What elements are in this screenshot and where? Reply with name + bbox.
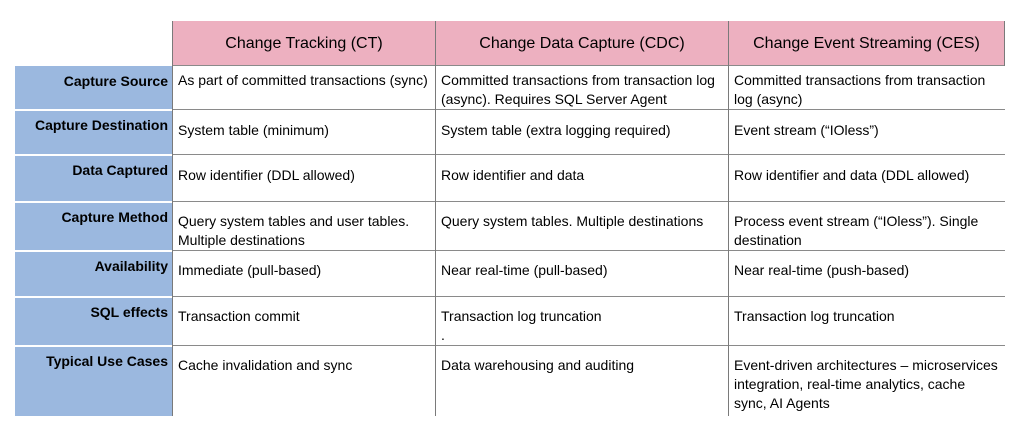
cell-data-captured-cdc: Row identifier and data xyxy=(441,167,585,183)
header-ces-label: Change Event Streaming (CES) xyxy=(753,34,980,52)
row-label-availability: Availability xyxy=(15,251,172,297)
row-label-typical-use-cases: Typical Use Cases xyxy=(15,346,172,416)
cell-capture-source-cdc: Committed transactions from transaction log (async). Requires SQL Server Agent xyxy=(441,72,715,107)
cell-data-captured-ct: Row identifier (DDL allowed) xyxy=(178,167,355,183)
row-label-sql-effects: SQL effects xyxy=(15,297,172,346)
cell-capture-method-ces: Process event stream (“IOless”). Single destination xyxy=(734,213,979,248)
cell-capture-destination-cdc: System table (extra logging required) xyxy=(441,122,671,138)
row-label-capture-method: Capture Method xyxy=(15,202,172,251)
row-label-capture-destination: Capture Destination xyxy=(15,110,172,155)
cell-capture-destination-ct: System table (minimum) xyxy=(178,122,329,138)
cell-capture-source-ct: As part of committed transactions (sync) xyxy=(178,72,428,88)
cell-data-captured-ces: Row identifier and data (DDL allowed) xyxy=(734,167,970,183)
cell-use-cases-ct: Cache invalidation and sync xyxy=(178,357,353,373)
cell-availability-ct: Immediate (pull-based) xyxy=(178,262,322,278)
header-cdc xyxy=(435,21,728,66)
header-ct xyxy=(172,21,435,66)
cell-availability-cdc: Near real-time (pull-based) xyxy=(441,262,608,278)
cell-capture-destination-ces: Event stream (“IOless”) xyxy=(734,122,879,138)
header-ces xyxy=(728,21,1005,66)
cell-capture-source-ces: Committed transactions from transaction log (async) xyxy=(734,72,986,107)
cell-availability-ces: Near real-time (push-based) xyxy=(734,262,910,278)
cell-sql-effects-ct: Transaction commit xyxy=(178,308,300,324)
cell-capture-method-ct: Query system tables and user tables. Multiple destinations xyxy=(178,213,410,248)
cell-sql-effects-ces: Transaction log truncation xyxy=(734,308,895,324)
cell-capture-method-cdc: Query system tables. Multiple destinations xyxy=(441,213,704,229)
row-label-data-captured: Data Captured xyxy=(15,155,172,202)
header-cdc-label: Change Data Capture (CDC) xyxy=(479,34,685,52)
header-ct-label: Change Tracking (CT) xyxy=(225,34,383,52)
cell-sql-effects-cdc: Transaction log truncation . xyxy=(441,308,602,343)
row-label-capture-source: Capture Source xyxy=(15,66,172,110)
cell-use-cases-ces: Event-driven architectures – microservices integration, real-time analytics, cache sync, AI Agents xyxy=(734,357,998,411)
cell-use-cases-cdc: Data warehousing and auditing xyxy=(441,357,635,373)
